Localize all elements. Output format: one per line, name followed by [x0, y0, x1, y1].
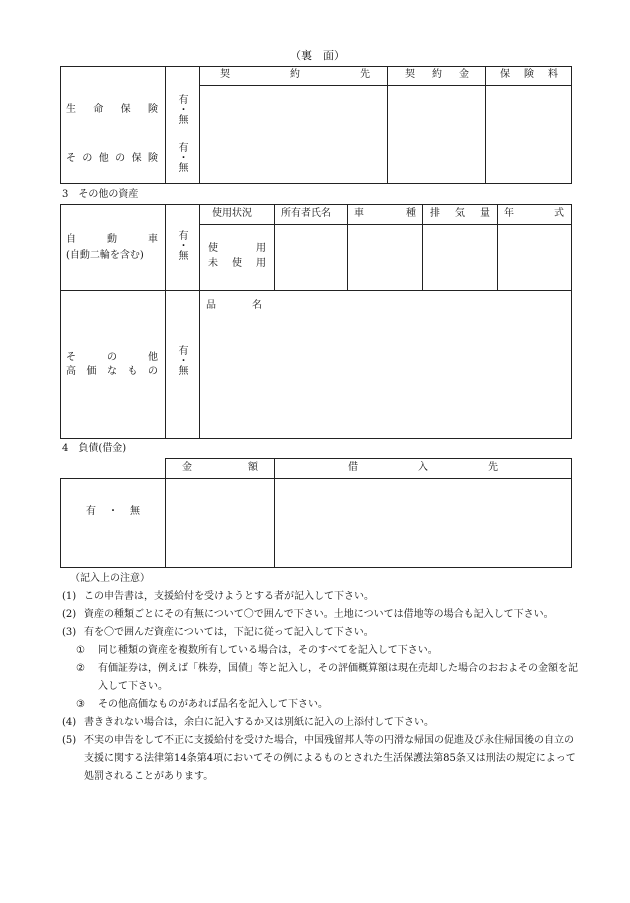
usage-in-use[interactable]: 使 用: [208, 243, 266, 254]
header-contract-amount: 契 約 金: [405, 69, 469, 80]
header-lender: 借 入 先: [348, 462, 498, 473]
header-amount: 金 額: [182, 462, 258, 473]
note-item: (4) 書ききれない場合は，余白に記入するか又は別紙に記入の上添付して下さい。: [62, 717, 434, 728]
section-4-title: 4 負債(借金): [62, 443, 127, 454]
note-sub-item: ① 同じ種類の資産を複数所有している場合は，そのすべてを記入して下さい。: [76, 645, 438, 656]
header-displacement: 排 気 量: [430, 208, 490, 219]
header-year: 年 式: [504, 208, 564, 219]
header-contract-party: 契 約 先: [220, 69, 370, 80]
other-insurance-marker[interactable]: 有・無: [176, 142, 187, 172]
note-item: (2) 資産の種類ごとにその有無について〇で囲んで下さい。土地については借地等の場合も記入して下さい。: [62, 609, 554, 620]
note-item: (3) 有を〇で囲んだ資産については，下記に従って記入して下さい。: [62, 627, 374, 638]
item-name-header: 品 名: [206, 300, 262, 311]
note-item: (5) 不実の申告をして不正に支援給付を受けた場合，中国残留邦人等の円滑な帰国の促進及び永住帰国後の自立の支援に関する法律第14条第4項においてその例によるものとされた生活保護法第85条又は刑法の規定によって処罰されることがあります。: [62, 735, 576, 782]
valuables-label-2: 高 価 な も の: [66, 366, 158, 377]
usage-not-in-use[interactable]: 未 使 用: [208, 258, 266, 269]
section-3-title: 3 その他の資産: [62, 189, 139, 200]
valuables-marker[interactable]: 有・無: [176, 345, 187, 375]
valuables-label: そ の 他: [66, 352, 158, 363]
car-label-sub: (自動二輪を含む): [66, 250, 144, 261]
life-insurance-marker[interactable]: 有・無: [176, 94, 187, 124]
insurance-table: [60, 66, 572, 184]
debt-marker[interactable]: 有 ・ 無: [86, 506, 140, 517]
header-usage: 使用状況: [212, 208, 252, 219]
car-label: 自 動 車: [66, 234, 158, 245]
notes-title: （記入上の注意）: [70, 573, 150, 584]
header-premium: 保 険 料: [500, 69, 558, 80]
car-marker[interactable]: 有・無: [176, 230, 187, 260]
header-model: 車 種: [354, 208, 416, 219]
page-title: （裏 面）: [290, 49, 345, 62]
note-sub-item: ② 有価証券は，例えば「株券，国債」等と記入し，その評価概算額は現在売却した場合のおおよその金額を記入して下さい。: [76, 663, 578, 692]
other-insurance-label: そ の 他 の 保 険: [66, 153, 158, 164]
note-sub-item: ③ その他高価なものがあれば品名を記入して下さい。: [76, 699, 328, 710]
notes: [62, 570, 582, 786]
header-owner: 所有者氏名: [281, 208, 331, 219]
life-insurance-label: 生 命 保 険: [66, 104, 158, 115]
note-item: (1) この申告書は，支援給付を受けようとする者が記入して下さい。: [62, 591, 374, 602]
